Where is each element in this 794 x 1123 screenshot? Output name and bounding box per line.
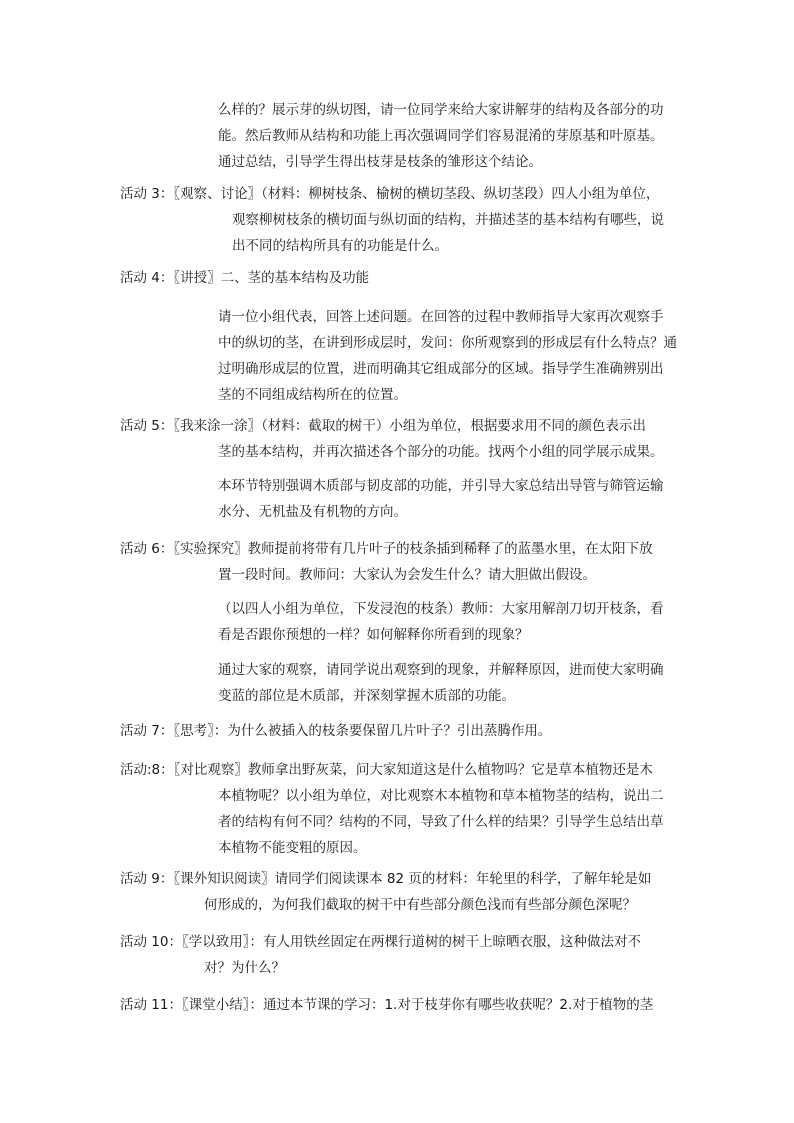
activity-3 xyxy=(120,181,664,259)
text-line: 活动 9：〖课外知识阅读〗请同学们阅读课本 82 页的材料：年轮里的科学，了解年轮是如 xyxy=(120,871,652,887)
text-line: 本植物呢？以小组为单位，对比观察木本植物和草本植物茎的结构，说出二 xyxy=(218,788,664,804)
text-line: 能。然后教师从结构和功能上再次强调同学们容易混淆的芽原基和叶原基。 xyxy=(218,128,664,144)
text-line: 本植物不能变粗的原因。 xyxy=(218,840,367,856)
text-line: 活动 5：〖我来涂一涂〗（材料：截取的树干）小组为单位，根据要求用不同的颜色表示出 xyxy=(120,418,646,434)
activity-7 xyxy=(120,718,551,744)
text-line: 活动:8：〖对比观察〗教师拿出野灰菜，问大家知道这是什么植物吗？它是草本植物还是木 xyxy=(120,762,653,778)
text-line: 对？为什么？ xyxy=(204,960,285,976)
text-line: 变蓝的部位是木质部，并深刻掌握木质部的功能。 xyxy=(218,688,515,704)
text-line: 置一段时间。教师问：大家认为会发生什么？请大胆做出假设。 xyxy=(218,567,596,583)
text-line: 茎的不同组成结构所在的位置。 xyxy=(218,387,407,403)
text-line: 活动 10：〖学以致用〗：有人用铁丝固定在两棵行道树的树干上晾晒衣服，这种做法对不 xyxy=(120,934,641,950)
text-line: 水分、无机盐及有机物的方向。 xyxy=(218,504,407,520)
text-line: 观察柳树枝条的横切面与纵切面的结构，并描述茎的基本结构有哪些，说 xyxy=(232,212,664,228)
text-line: 者的结构有何不同？结构的不同，导致了什么样的结果？引导学生总结出草 xyxy=(218,814,664,830)
text-line: 活动 7：〖思考〗：为什么被插入的枝条要保留几片叶子？引出蒸腾作用。 xyxy=(120,723,552,739)
activity-8 xyxy=(120,757,664,861)
text-line: 本环节特别强调木质部与韧皮部的功能，并引导大家总结出导管与筛管运输 xyxy=(218,478,664,494)
text-line: 活动 4：〖讲授〗二、茎的基本结构及功能 xyxy=(120,270,370,286)
text-line: 活动 11：〖课堂小结〗：通过本节课的学习：1.对于枝芽你有哪些收获呢？2.对于植物的茎 xyxy=(120,997,654,1013)
text-line: 通过总结，引导学生得出枝芽是枝条的雏形这个结论。 xyxy=(218,154,542,170)
text-line: 么样的？展示芽的纵切图，请一位同学来给大家讲解芽的结构及各部分的功 xyxy=(218,102,664,118)
text-line: 请一位小组代表，回答上述问题。在回答的过程中教师指导大家再次观察手 xyxy=(218,309,664,325)
text-line: 通过大家的观察，请同学说出观察到的现象，并解释原因，进而使大家明确 xyxy=(218,662,664,678)
intro-paragraph xyxy=(218,97,664,175)
activity-10 xyxy=(120,929,641,981)
activity-6 xyxy=(120,536,653,588)
text-line: 出不同的结构所具有的功能是什么。 xyxy=(232,238,448,254)
text-line: 活动 6：〖实验探究〗教师提前将带有几片叶子的枝条插到稀释了的蓝墨水里，在太阳下放 xyxy=(120,541,653,557)
activity-11 xyxy=(120,992,653,1018)
activity-9 xyxy=(120,866,651,918)
text-line: 何形成的，为何我们截取的树干中有些部分颜色浅而有些部分颜色深呢？ xyxy=(204,897,636,913)
activity-5 xyxy=(120,413,664,465)
activity-4 xyxy=(120,265,369,291)
activity-6-procedure xyxy=(218,596,664,648)
activity-6-conclusion xyxy=(218,657,664,709)
text-line: 中的纵切的茎，在讲到形成层时，发问：你所观察到的形成层有什么特点？通 xyxy=(218,335,677,351)
text-line: 过明确形成层的位置，进而明确其它组成部分的区域。指导学生准确辨别出 xyxy=(218,361,664,377)
activity-5-body xyxy=(218,473,664,525)
text-line: 看是否跟你预想的一样？如何解释你所看到的现象？ xyxy=(218,627,529,643)
text-line: 茎的基本结构，并再次描述各个部分的功能。找两个小组的同学展示成果。 xyxy=(218,444,664,460)
text-line: 活动 3：〖观察、讨论〗（材料：柳树枝条、榆树的横切茎段、纵切茎段）四人小组为单位， xyxy=(120,186,660,202)
text-line: （以四人小组为单位，下发浸泡的枝条）教师：大家用解剖刀切开枝条，看 xyxy=(218,601,664,617)
activity-4-body xyxy=(218,304,677,408)
